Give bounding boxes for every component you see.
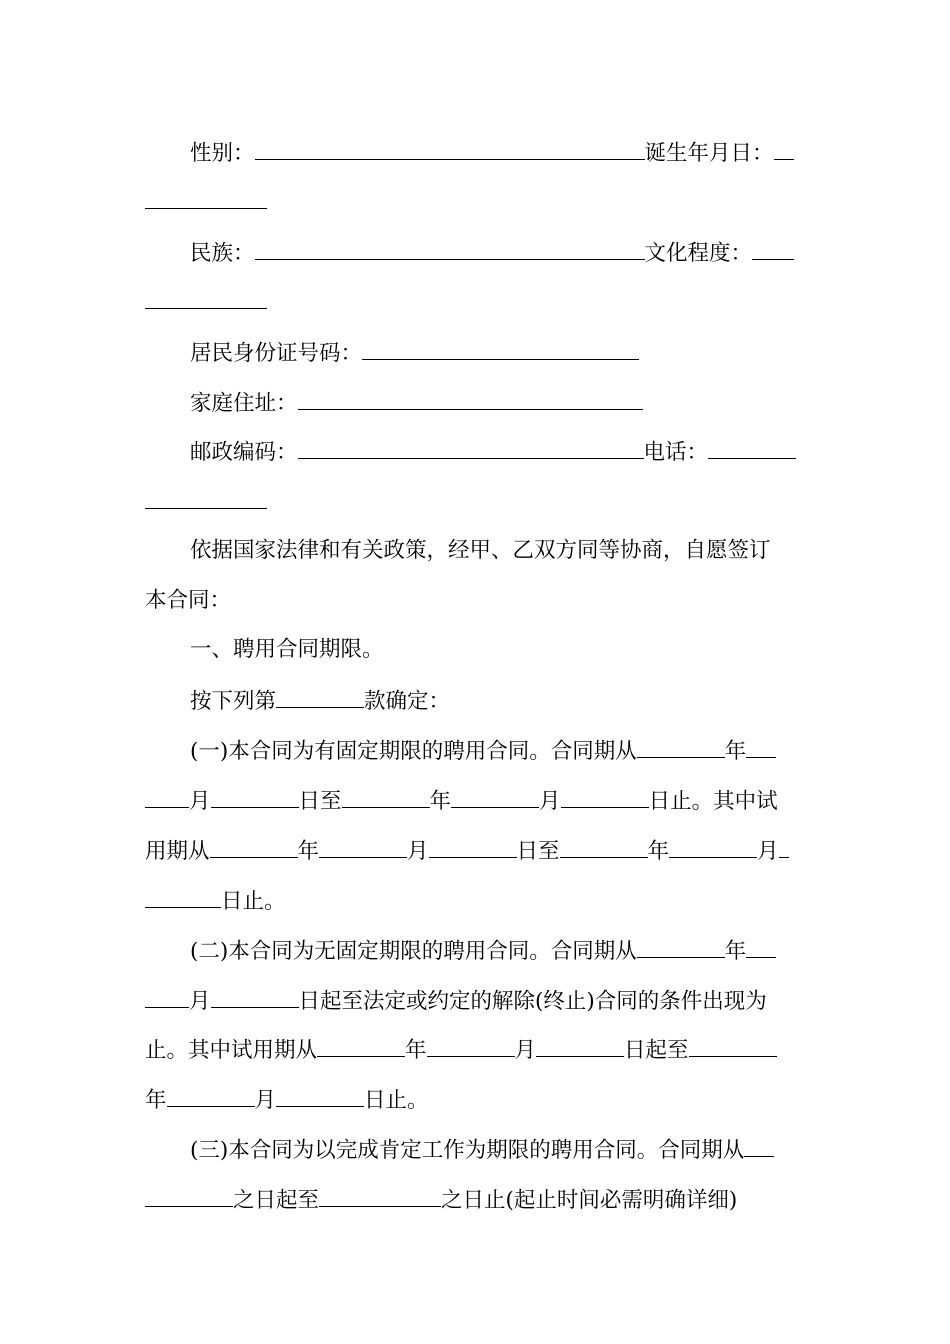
clause-1-start-day-field[interactable] [211,785,299,808]
year-label: 年 [145,1088,167,1113]
month-label: 月 [539,789,561,814]
month-label: 月 [514,1038,537,1063]
clause-2-text: (二)本合同为无固定期限的聘用合同。合同期从 [190,939,637,964]
clause-1-trial-end-day-field[interactable] [779,835,789,858]
month-label: 月 [757,839,779,864]
clause-2-end: 日止。 [364,1088,429,1113]
birthdate-field[interactable] [774,137,794,160]
intro-text-2: 本合同： [145,588,232,613]
clause-3-start-field-cont[interactable] [145,1184,233,1207]
postcode-label: 邮政编码： [190,440,298,465]
trial-prefix: 用期从 [145,839,210,864]
year-label: 年 [724,939,747,964]
choose-clause-line [145,685,852,715]
clause-1-trial-start-month-field[interactable] [319,835,407,858]
clause-2-trial-end-day-field[interactable] [276,1084,364,1107]
gender-field[interactable] [255,137,645,160]
birthdate-label: 诞生年月日： [644,141,774,166]
gender-birthdate-line [145,137,852,167]
month-label: 月 [407,839,429,864]
phone-label: 电话： [643,440,709,465]
clause-1-start-month-field-cont[interactable] [145,785,189,808]
clause-1-start-year-field[interactable] [637,735,725,758]
intro-text-1: 依据国家法律和有关政策，经甲、乙双方同等协商，自愿签订 [190,538,771,563]
phone-continuation-line [145,486,807,516]
section-1-heading-line [145,635,852,665]
clause-1-start-month-field[interactable] [746,735,776,758]
clause-3-start-field[interactable] [744,1134,774,1157]
clause-2-line-2 [145,985,807,1015]
clause-3-end-field[interactable] [319,1184,441,1207]
phone-field[interactable] [708,436,796,459]
education-field-cont[interactable] [145,286,267,309]
day-to-label: 日至 [298,789,342,814]
clause-2-line-4 [145,1084,807,1114]
clause-1-trial-start-day-field[interactable] [429,835,517,858]
id-number-field[interactable] [362,337,639,360]
ethnicity-education-line [145,237,852,267]
clause-2-trial-start-month-field[interactable] [427,1034,515,1057]
clause-1-end-year-field[interactable] [342,785,430,808]
education-label: 文化程度： [644,241,753,266]
clause-number-field[interactable] [276,685,364,708]
clause-1-end-day-field[interactable] [561,785,649,808]
clause-2-start-month-field-cont[interactable] [145,985,189,1008]
year-label: 年 [429,789,452,814]
clause-1-text: (一)本合同为有固定期限的聘用合同。合同期从 [190,739,637,764]
year-label: 年 [647,839,670,864]
clause-1-trial-start-year-field[interactable] [210,835,298,858]
clause-1-line-3 [145,835,807,865]
clause-2-trial-start-year-field[interactable] [317,1034,405,1057]
year-label: 年 [724,739,747,764]
postcode-field[interactable] [298,436,644,459]
clause-2-start-day-field[interactable] [211,985,299,1008]
clause-2-start-year-field[interactable] [637,935,725,958]
gender-label: 性别： [190,141,255,166]
id-number-line [145,337,852,367]
phone-field-cont[interactable] [145,486,267,509]
education-continuation-line [145,286,807,316]
clause-1-end-month-field[interactable] [451,785,539,808]
clause-1-trial-end-day-field-cont[interactable] [145,885,221,908]
choose-suffix: 款确定： [364,689,451,714]
day-to-label: 日至 [516,839,560,864]
ethnicity-label: 民族： [190,241,255,266]
clause-2-trial-end-year-field[interactable] [689,1034,777,1057]
education-field[interactable] [752,237,794,260]
clause-1-trial-end-month-field[interactable] [669,835,757,858]
month-label: 月 [189,789,211,814]
birthdate-continuation-line [145,186,807,216]
address-label: 家庭住址： [190,391,298,416]
clause-1-line-2 [145,785,807,815]
month-label: 月 [254,1088,277,1113]
clause-2-line-3 [145,1034,807,1064]
postcode-phone-line [145,436,852,466]
address-field[interactable] [298,387,643,410]
clause-2-trial-end-month-field[interactable] [167,1084,255,1107]
clause-3-text: (三)本合同为以完成肯定工作为期限的聘用合同。合同期从 [190,1138,745,1163]
clause-1-end: 日止。 [221,889,286,914]
day-from-to-label: 日起至 [624,1038,689,1063]
clause-2-line-1 [145,935,852,965]
section-1-heading: 一、聘用合同期限。 [190,637,384,662]
month-label: 月 [189,989,211,1014]
address-line [145,387,852,417]
clause-3-to-label: 之日止(起止时间必需明确详细) [441,1188,738,1213]
id-label: 居民身份证号码： [190,341,363,366]
clause-1-line-4 [145,885,807,915]
clause-3-line-1 [145,1134,852,1164]
clause-1-line-1 [145,735,852,765]
year-label: 年 [405,1038,427,1063]
choose-prefix: 按下列第 [190,689,277,714]
clause-3-line-2 [145,1184,807,1214]
clause-3-from-label: 之日起至 [233,1188,320,1213]
clause-2-start-month-field[interactable] [746,935,776,958]
birthdate-field-cont[interactable] [145,186,267,209]
intro-line-1 [145,536,852,566]
day-end-label: 日止。其中试 [648,789,778,814]
intro-line-2 [145,586,807,616]
year-label: 年 [297,839,320,864]
clause-1-trial-end-year-field[interactable] [560,835,648,858]
ethnicity-field[interactable] [255,237,645,260]
clause-2-trial-start-day-field[interactable] [536,1034,624,1057]
clause-2-trial-prefix: 止。其中试用期从 [145,1038,318,1063]
clause-2-condition-text: 日起至法定或约定的解除(终止)合同的条件出现为 [298,989,767,1014]
